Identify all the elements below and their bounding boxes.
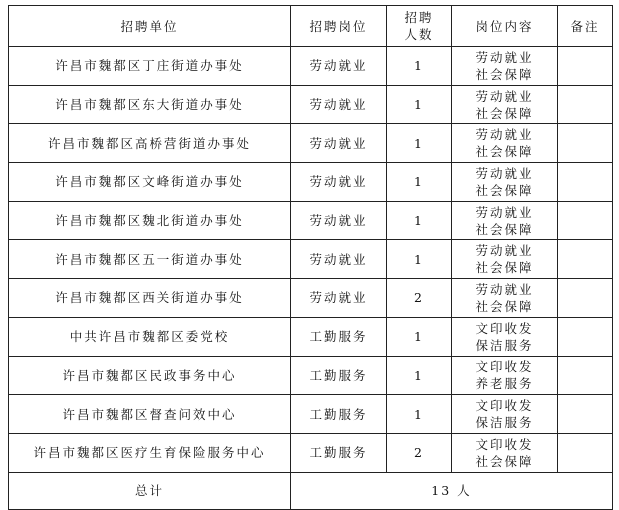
cell-post: 劳动就业 [291,279,387,318]
table-row [9,240,613,279]
cell-content-line2: 社会保障 [475,453,534,469]
cell-remark [558,356,613,395]
cell-content-line2: 社会保障 [475,144,534,160]
cell-remark [558,395,613,434]
table-row [9,279,613,318]
cell-content [452,47,558,86]
table-row [9,201,613,240]
cell-post: 劳动就业 [291,124,387,163]
cell-unit: 许昌市魏都区督查问效中心 [9,395,291,434]
cell-content-line2: 社会保障 [475,105,534,121]
header-remark: 备注 [558,6,613,47]
cell-post: 劳动就业 [291,47,387,86]
header-post: 招聘岗位 [291,6,387,47]
cell-unit: 许昌市魏都区医疗生育保险服务中心 [9,433,291,472]
cell-post: 劳动就业 [291,201,387,240]
header-row [9,6,613,47]
cell-content [452,240,558,279]
cell-content-line2: 社会保障 [475,221,534,237]
cell-unit: 许昌市魏都区民政事务中心 [9,356,291,395]
cell-post: 工勤服务 [291,356,387,395]
cell-content-line2: 养老服务 [475,376,534,392]
table-body [9,47,613,473]
cell-count: 1 [387,395,452,434]
table-row [9,163,613,202]
cell-post: 工勤服务 [291,395,387,434]
cell-content [452,201,558,240]
cell-remark [558,279,613,318]
total-row [9,472,613,509]
header-content: 岗位内容 [452,6,558,47]
cell-content-line1: 劳动就业 [475,204,534,220]
cell-content-line2: 社会保障 [475,298,534,314]
cell-content-line1: 劳动就业 [475,243,534,259]
cell-content-line1: 文印收发 [475,436,534,452]
cell-count: 1 [387,47,452,86]
cell-remark [558,433,613,472]
cell-remark [558,317,613,356]
cell-content-line2: 社会保障 [475,66,534,82]
cell-post: 劳动就业 [291,163,387,202]
cell-content-line2: 保洁服务 [475,415,534,431]
cell-content-line1: 劳动就业 [475,165,534,181]
cell-count: 1 [387,356,452,395]
cell-post: 工勤服务 [291,433,387,472]
cell-unit: 许昌市魏都区高桥营街道办事处 [9,124,291,163]
cell-unit: 许昌市魏都区丁庄街道办事处 [9,47,291,86]
cell-remark [558,47,613,86]
recruitment-table [8,5,613,510]
cell-remark [558,124,613,163]
cell-content-line1: 劳动就业 [475,281,534,297]
table-row [9,433,613,472]
cell-count: 2 [387,279,452,318]
cell-content-line1: 劳动就业 [475,127,534,143]
cell-content-line1: 文印收发 [475,398,534,414]
header-unit: 招聘单位 [9,6,291,47]
total-label: 总计 [9,472,291,509]
cell-content [452,279,558,318]
cell-unit: 许昌市魏都区西关街道办事处 [9,279,291,318]
cell-remark [558,85,613,124]
cell-content [452,395,558,434]
header-count-line2: 人数 [404,27,434,42]
cell-content-line1: 劳动就业 [475,88,534,104]
cell-content [452,356,558,395]
cell-content-line2: 社会保障 [475,260,534,276]
cell-unit: 中共许昌市魏都区委党校 [9,317,291,356]
header-count-line1: 招聘 [404,10,434,25]
cell-unit: 许昌市魏都区五一街道办事处 [9,240,291,279]
cell-count: 1 [387,163,452,202]
table-row [9,395,613,434]
cell-content [452,317,558,356]
cell-count: 1 [387,85,452,124]
cell-count: 1 [387,317,452,356]
cell-remark [558,240,613,279]
cell-content-line1: 劳动就业 [475,49,534,65]
table-row [9,356,613,395]
table-row [9,124,613,163]
cell-count: 1 [387,240,452,279]
cell-unit: 许昌市魏都区文峰街道办事处 [9,163,291,202]
cell-post: 劳动就业 [291,240,387,279]
table-row [9,47,613,86]
table-row [9,85,613,124]
header-count [387,6,452,47]
cell-count: 2 [387,433,452,472]
cell-content [452,163,558,202]
cell-content-line1: 文印收发 [475,320,534,336]
cell-unit: 许昌市魏都区东大街道办事处 [9,85,291,124]
cell-content-line2: 社会保障 [475,182,534,198]
cell-content [452,433,558,472]
cell-remark [558,201,613,240]
cell-post: 工勤服务 [291,317,387,356]
table-row [9,317,613,356]
cell-content-line1: 文印收发 [475,359,534,375]
cell-content [452,124,558,163]
total-value: 13 人 [291,472,613,509]
cell-unit: 许昌市魏都区魏北街道办事处 [9,201,291,240]
cell-content [452,85,558,124]
cell-remark [558,163,613,202]
cell-count: 1 [387,201,452,240]
cell-count: 1 [387,124,452,163]
cell-content-line2: 保洁服务 [475,337,534,353]
cell-post: 劳动就业 [291,85,387,124]
